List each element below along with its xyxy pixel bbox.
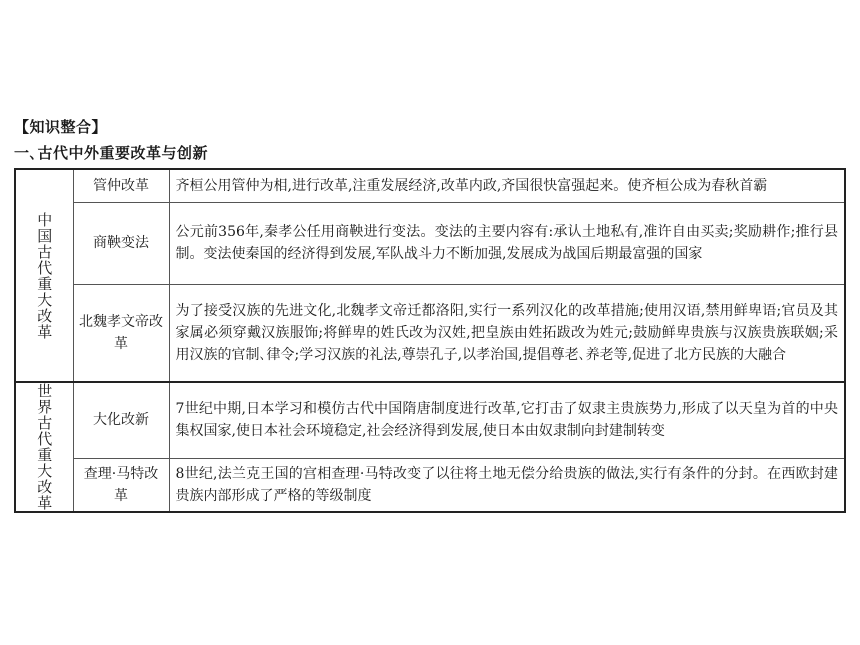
reform-description: 8世纪,法兰克王国的宫相查理·马特改变了以往将土地无偿分给贵族的做法,实行有条件的分封。在西欧封建贵族内部形成了严格的等级制度 <box>169 458 845 512</box>
table-row <box>15 458 845 512</box>
group-label-world: 世界古代重大改革 <box>15 382 73 512</box>
section-label: 【知识整合】 <box>14 118 108 136</box>
reform-name: 查理·马特改革 <box>73 458 169 512</box>
section-title: 一､古代中外重要改革与创新 <box>14 144 209 162</box>
reform-name: 商鞅变法 <box>73 202 169 284</box>
reform-description: 7世纪中期,日本学习和模仿古代中国隋唐制度进行改革,它打击了奴隶主贵族势力,形成了以天皇为首的中央集权国家,使日本社会环境稳定,社会经济得到发展,使日本由奴隶制向封建制转变 <box>169 382 845 458</box>
reform-description: 齐桓公用管仲为相,进行改革,注重发展经济,改革内政,齐国很快富强起来。使齐桓公成为春秋首霸 <box>169 169 845 202</box>
reforms-table <box>14 168 846 513</box>
reform-description: 为了接受汉族的先进文化,北魏孝文帝迁都洛阳,实行一系列汉化的改革措施;使用汉语,禁用鲜卑语;官员及其家属必须穿戴汉族服饰;将鲜卑的姓氏改为汉姓,把皇族由姓拓跋改为姓元;鼓励鲜卑贵族与汉族贵族联姻;采用汉族的官制､律令;学习汉族的礼法,尊崇孔子,以孝治国,提倡尊老､养老等,促进了北方民族的大融合 <box>169 284 845 382</box>
table-row <box>15 202 845 284</box>
reform-name: 北魏孝文帝改革 <box>73 284 169 382</box>
reform-description: 公元前356年,秦孝公任用商鞅进行变法。变法的主要内容有:承认土地私有,准许自由买卖;奖励耕作;推行县制。变法使秦国的经济得到发展,军队战斗力不断加强,发展成为战国后期最富强的国家 <box>169 202 845 284</box>
group-label-china: 中国古代重大改革 <box>15 169 73 382</box>
table-row <box>15 169 845 202</box>
table-row <box>15 382 845 458</box>
table-row <box>15 284 845 382</box>
reform-name: 大化改新 <box>73 382 169 458</box>
reform-name: 管仲改革 <box>73 169 169 202</box>
